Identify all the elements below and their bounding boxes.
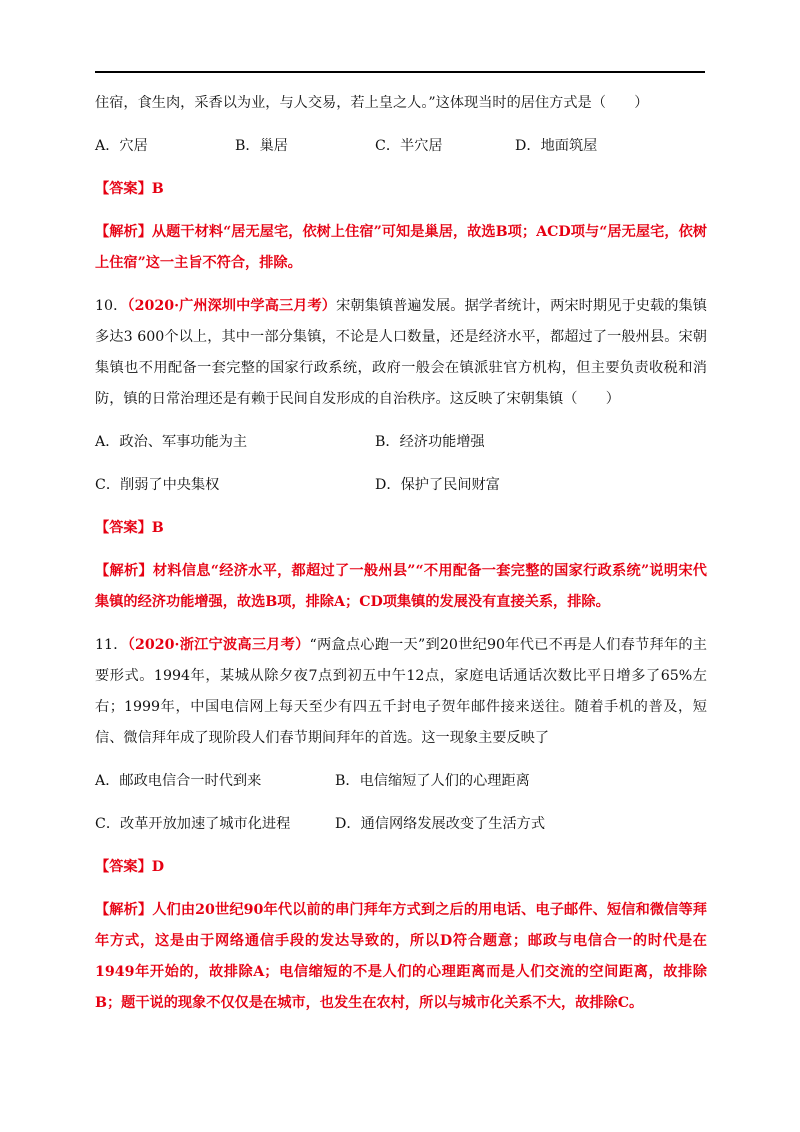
q11-option-c: C．改革开放加速了城市化进程	[95, 816, 291, 832]
q11-answer: 【答案】D	[95, 859, 165, 875]
q10-option-c: C．削弱了中央集权	[95, 477, 220, 493]
q10-source: （2020·广州深圳中学高三月考）	[127, 298, 337, 314]
q10-analysis: 【解析】材料信息“经济水平，都超过了一般州县”“不用配备一套完整的国家行政系统”说明宋代集镇的经济功能增强，故选B项，排除A；CD项集镇的发展没有直接关系，排除。	[95, 563, 707, 610]
q11-option-b: B．电信缩短了人们的心理距离	[335, 773, 530, 789]
document-body	[95, 88, 707, 1019]
q10-stem-block	[95, 291, 707, 415]
q11-stem-block	[95, 630, 707, 754]
q9-analysis: 【解析】从题干材料“居无屋宅，依树上住宿”可知是巢居，故选B项；ACD项与“居无屋宅，依树上住宿”这一主旨不符合，排除。	[95, 224, 707, 271]
q9-option-a: A．穴居	[95, 138, 148, 154]
q10-options-row2	[95, 470, 707, 501]
q11-source: （2020·浙江宁波高三月考）	[127, 637, 310, 653]
q10-option-a: A．政治、军事功能为主	[95, 434, 248, 450]
q11-option-a: A．邮政电信合一时代到来	[95, 773, 262, 789]
header-rule	[95, 71, 705, 73]
q10-number: 10．	[95, 298, 128, 314]
q11-analysis: 【解析】人们由20世纪90年代以前的串门拜年方式到之后的用电话、电子邮件、短信和微信等拜年方式，这是由于网络通信手段的发达导致的，所以D符合题意；邮政与电信合一的时代是在1949年开始的，故排除A；电信缩短的不是人们的心理距离而是人们交流的空间距离，故排除B；题干说的现象不仅仅是在城市，也发生在农村，所以与城市化关系不大，故排除C。	[95, 902, 707, 1011]
q9-option-c: C．半穴居	[375, 138, 443, 154]
q10-option-d: D．保护了民间财富	[375, 477, 500, 493]
q10-stem: 宋朝集镇普遍发展。据学者统计，两宋时期见于史载的集镇多达3 600个以上，其中一部分集镇，不论是人口数量，还是经济水平，都超过了一般州县。宋朝集镇也不用配备一套完整的国家行政系统，政府一般会在镇派驻官方机构，但主要负责收税和消防，镇的日常治理还是有赖于民间自发形成的自治秩序。这反映了宋朝集镇（ ）	[95, 298, 707, 407]
q9-option-d: D．地面筑屋	[515, 138, 598, 154]
q9-option-b: B．巢居	[235, 138, 288, 154]
q11-stem: “两盒点心跑一天”到20世纪90年代已不再是人们春节拜年的主要形式。1994年，某城从除夕夜7点到初五中午12点，家庭电话通话次数比平日增多了65%左右；1999年，中国电信网上每天至少有四五千封电子贺年邮件接来送往。随着手机的普及，短信、微信拜年成了现阶段人们春节期间拜年的首选。这一现象主要反映了	[95, 637, 707, 746]
q9-answer: 【答案】B	[95, 181, 164, 197]
q11-option-d: D．通信网络发展改变了生活方式	[335, 816, 546, 832]
q10-option-b: B．经济功能增强	[375, 434, 485, 450]
q11-options-row1	[95, 766, 707, 797]
q10-options-row1	[95, 427, 707, 458]
q10-answer: 【答案】B	[95, 520, 164, 536]
q9-stem: 住宿，食生肉，采香以为业，与人交易，若上皇之人。”这体现当时的居住方式是（ ）	[95, 95, 649, 111]
q11-number: 11．	[95, 637, 128, 653]
q9-options	[95, 131, 707, 162]
q11-options-row2	[95, 809, 707, 840]
